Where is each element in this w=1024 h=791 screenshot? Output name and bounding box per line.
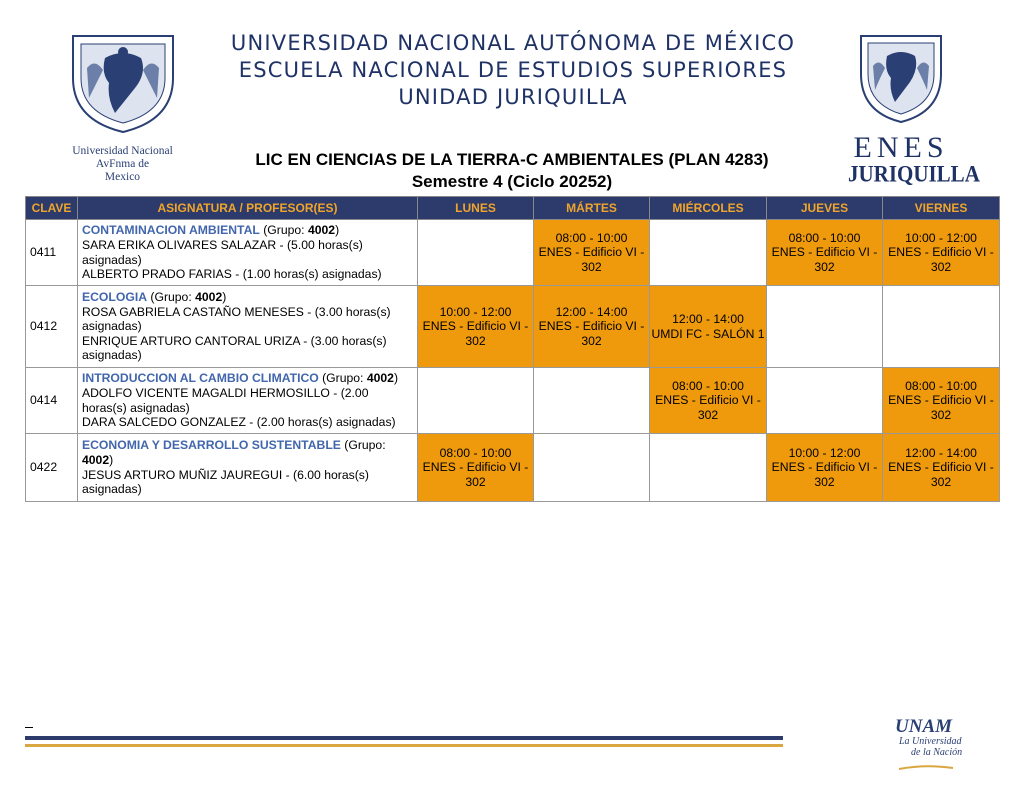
professor-line: SARA ERIKA OLIVARES SALAZAR - (5.00 horas(s) asignadas) [82,237,363,267]
professor-line: ROSA GABRIELA CASTAÑO MENESES - (3.00 horas(s) asignadas) [82,304,391,334]
signature-underline-icon [895,765,955,771]
slot-jueves [767,220,883,286]
group-suffix: ) [109,452,114,467]
slot-miercoles [650,286,767,368]
slot-time: 10:00 - 12:00 [788,445,861,460]
subject-name: ECOLOGIA [82,290,148,305]
crest-motto-line-2: AvFnma de [95,158,150,170]
unam-signature-line-1: La Universidad [899,736,962,747]
table-row [26,434,1000,502]
professor-line: DARA SALCEDO GONZALEZ - (2.00 horas(s) asignadas) [82,415,396,430]
slot-time: 08:00 - 10:00 [905,378,977,393]
course-info [78,368,418,434]
column-header-miercoles: MIÉRCOLES [650,197,767,220]
course-info [78,434,418,502]
slot-viernes [883,434,1000,502]
group-prefix: (Grupo: [344,438,386,453]
slot-time: 08:00 - 10:00 [672,378,744,393]
group-number: 4002 [307,223,336,238]
column-header-viernes: VIERNES [883,197,1000,220]
slot-time: 12:00 - 14:00 [555,304,628,319]
university-line-1: UNIVERSIDAD NACIONAL AUTÓNOMA DE MÉXICO [230,31,796,55]
course-code: 0422 [26,434,78,502]
crest-motto-line-3: Mexico [104,171,141,183]
unam-signature-line-2: de la Nación [911,747,963,758]
slot-lunes [418,286,534,368]
group-suffix: ) [222,290,227,305]
subject-name: CONTAMINACION AMBIENTAL [82,223,260,238]
slot-time: 10:00 - 12:00 [439,304,512,319]
course-code: 0411 [26,220,78,286]
slot-martes [534,434,650,502]
group-prefix: (Grupo: [322,371,367,386]
slot-place: ENES - Edificio VI - 302 [655,393,761,422]
footer-navy-bar [25,736,783,740]
enes-logo-text: ENES [853,131,949,164]
slot-martes [534,220,650,286]
slot-place: ENES - Edificio VI - 302 [888,460,994,489]
slot-place: ENES - Edificio VI - 302 [422,460,529,489]
university-line-3: UNIDAD JURIQUILLA [398,85,628,109]
slot-miercoles [650,368,767,434]
table-row [26,220,1000,286]
schedule-table [25,196,1000,502]
slot-place: ENES - Edificio VI - 302 [888,393,994,422]
unam-signature-logo [895,718,965,776]
slot-place: ENES - Edificio VI - 302 [771,245,878,274]
slot-martes [534,286,650,368]
slot-miercoles [650,220,767,286]
page-title: LIC EN CIENCIAS DE LA TIERRA-C AMBIENTALES (PLAN 4283) [255,150,769,169]
course-info [78,286,418,368]
slot-lunes [418,368,534,434]
slot-place: ENES - Edificio VI - 302 [538,319,645,348]
crest-motto-line-1: Universidad Nacional [72,145,173,157]
slot-viernes [883,286,1000,368]
slot-time: 10:00 - 12:00 [905,230,977,245]
slot-time: 12:00 - 14:00 [672,311,744,326]
table-row [26,286,1000,368]
group-suffix: ) [393,371,399,386]
slot-martes [534,368,650,434]
unam-signature-text: UNAM [895,716,953,737]
professor-line: JESUS ARTURO MUÑIZ JAUREGUI - (6.00 horas(s) asignadas) [82,467,369,497]
slot-viernes [883,368,1000,434]
slot-place: UMDI FC - SALÓN 1 [651,326,765,341]
footer-gold-bar [25,744,783,747]
professor-line: ADOLFO VICENTE MAGALDI HERMOSILLO - (2.00 horas(s) asignadas) [82,385,369,415]
slot-lunes [418,434,534,502]
juriquilla-logo-text: JURIQUILLA [848,160,980,188]
course-code: 0412 [26,286,78,368]
group-prefix: (Grupo: [263,223,308,238]
slot-place: ENES - Edificio VI - 302 [888,245,994,274]
slot-time: 08:00 - 10:00 [555,230,628,245]
footer-mark [25,727,33,728]
university-name [228,30,798,111]
group-suffix: ) [335,223,340,238]
group-number: 4002 [366,371,394,386]
page-subtitle: Semestre 4 (Ciclo 20252) [411,172,613,191]
slot-jueves [767,368,883,434]
slot-place: ENES - Edificio VI - 302 [422,319,529,348]
table-header-row [26,197,1000,220]
slot-place: ENES - Edificio VI - 302 [771,460,878,489]
unam-crest-icon [65,28,181,136]
professor-line: ENRIQUE ARTURO CANTORAL URIZA - (3.00 horas(s) asignadas) [82,333,387,363]
column-header-martes: MÁRTES [534,197,650,220]
group-number: 4002 [82,452,110,467]
group-number: 4002 [195,290,223,305]
column-header-clave: CLAVE [26,197,78,220]
slot-lunes [418,220,534,286]
slot-time: 12:00 - 14:00 [905,445,977,460]
column-header-asignatura: ASIGNATURA / PROFESOR(ES) [78,197,418,220]
slot-viernes [883,220,1000,286]
course-code: 0414 [26,368,78,434]
slot-jueves [767,434,883,502]
group-prefix: (Grupo: [150,290,196,305]
enes-crest-icon [855,30,947,126]
slot-jueves [767,286,883,368]
table-row [26,368,1000,434]
column-header-jueves: JUEVES [767,197,883,220]
professor-line: ALBERTO PRADO FARIAS - (1.00 horas(s) asignadas) [82,267,382,282]
slot-time: 08:00 - 10:00 [439,445,512,460]
slot-miercoles [650,434,767,502]
column-header-lunes: LUNES [418,197,534,220]
slot-time: 08:00 - 10:00 [788,230,861,245]
course-info [78,220,418,286]
subject-name: INTRODUCCION AL CAMBIO CLIMATICO [82,371,319,386]
university-line-2: ESCUELA NACIONAL DE ESTUDIOS SUPERIORES [238,58,788,82]
subject-name: ECONOMIA Y DESARROLLO SUSTENTABLE [82,438,341,453]
slot-place: ENES - Edificio VI - 302 [538,245,645,274]
